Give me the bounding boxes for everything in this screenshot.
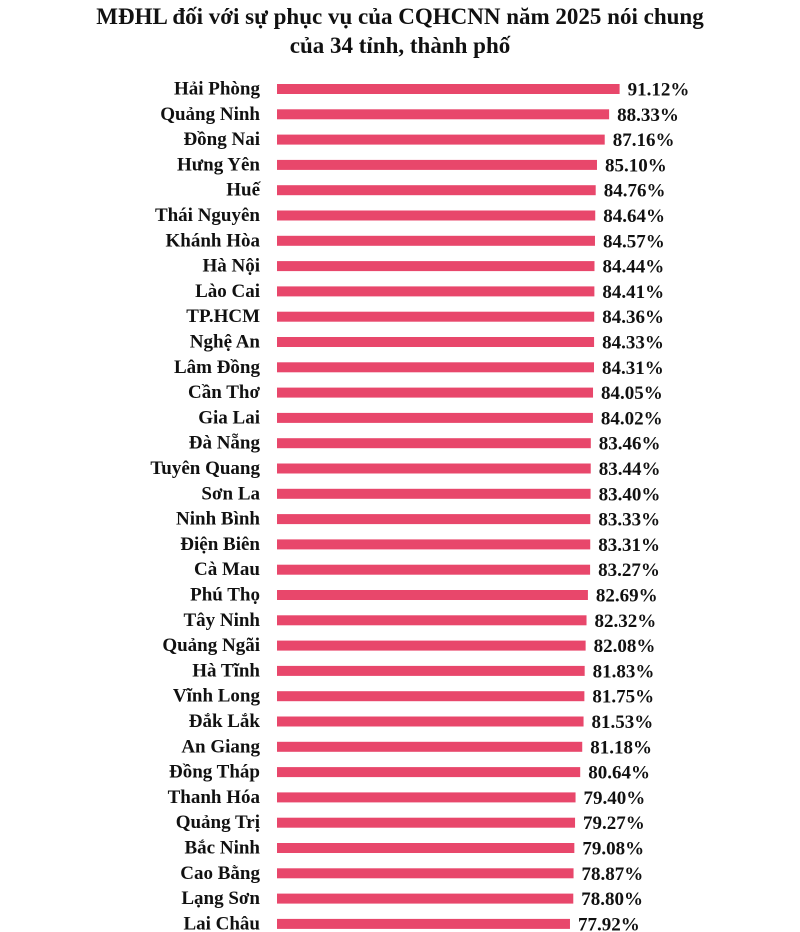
- category-label: Đồng Tháp: [168, 761, 260, 783]
- value-label: 79.08%: [582, 838, 645, 860]
- bar: [277, 236, 595, 246]
- value-label: 84.33%: [602, 332, 664, 354]
- value-label: 81.53%: [591, 712, 654, 733]
- value-label: 85.10%: [604, 155, 667, 177]
- bar: [277, 615, 587, 625]
- bar: [277, 514, 590, 524]
- bar: [277, 464, 591, 474]
- bar: [277, 767, 580, 777]
- value-label: 84.36%: [602, 307, 664, 329]
- value-label: 84.02%: [600, 408, 663, 430]
- bar: [277, 109, 609, 119]
- category-label: Cần Thơ: [188, 382, 260, 404]
- category-label: Lai Châu: [183, 913, 260, 932]
- value-label: 84.44%: [602, 256, 665, 278]
- value-label: 84.76%: [603, 180, 666, 202]
- value-label: 91.12%: [627, 79, 690, 101]
- bar: [277, 312, 594, 322]
- value-label: 84.64%: [603, 206, 665, 227]
- bar: [277, 818, 575, 828]
- bar: [277, 438, 591, 448]
- bar: [277, 717, 584, 727]
- value-label: 81.83%: [592, 661, 655, 683]
- bar: [277, 286, 594, 296]
- category-label: Quảng Ninh: [160, 103, 260, 125]
- category-label: Tây Ninh: [183, 609, 260, 631]
- bar: [277, 84, 620, 94]
- category-label: Lào Cai: [195, 280, 260, 302]
- value-label: 84.31%: [602, 357, 664, 379]
- value-label: 83.27%: [598, 560, 660, 582]
- bar: [277, 742, 582, 752]
- bar: [277, 843, 574, 853]
- value-label: 84.41%: [602, 281, 665, 303]
- category-label: TP.HCM: [186, 306, 260, 328]
- category-label: Ninh Bình: [176, 508, 260, 530]
- bar: [277, 868, 574, 878]
- category-label: Hải Phòng: [173, 78, 260, 100]
- value-label: 81.75%: [592, 686, 655, 708]
- value-label: 78.87%: [581, 863, 644, 885]
- value-label: 82.69%: [595, 585, 658, 607]
- category-label: Thái Nguyên: [154, 205, 260, 226]
- value-label: 81.18%: [590, 737, 652, 759]
- bar: [277, 792, 576, 802]
- bar: [277, 691, 584, 701]
- value-label: 83.44%: [598, 459, 661, 480]
- value-label: 88.33%: [617, 104, 679, 126]
- value-label: 79.27%: [583, 813, 645, 835]
- value-label: 82.32%: [594, 610, 657, 632]
- value-label: 77.92%: [577, 914, 640, 932]
- value-label: 78.80%: [581, 889, 644, 911]
- category-label: Bắc Ninh: [184, 837, 260, 859]
- chart-title-line-2: của 34 tỉnh, thành phố: [289, 33, 511, 58]
- category-label: Cao Bằng: [180, 862, 260, 884]
- category-label: Cà Mau: [194, 559, 260, 581]
- value-label: 83.46%: [598, 433, 661, 455]
- category-label: Quảng Ngãi: [162, 635, 260, 657]
- value-label: 83.40%: [598, 484, 661, 506]
- category-label: Gia Lai: [198, 407, 260, 429]
- category-label: Hưng Yên: [176, 154, 260, 176]
- bar: [277, 489, 591, 499]
- bar: [277, 362, 594, 372]
- value-label: 83.33%: [598, 509, 661, 531]
- category-label: Đắk Lắk: [188, 711, 260, 732]
- bar: [277, 539, 590, 549]
- chart-title-line-1: MĐHL đối với sự phục vụ của CQHCNN năm 2025 nói chung: [96, 4, 704, 29]
- bar: [277, 666, 585, 676]
- value-label: 80.64%: [588, 762, 650, 784]
- category-label: Huế: [226, 179, 260, 201]
- value-label: 84.57%: [602, 231, 665, 253]
- value-label: 83.31%: [598, 534, 660, 556]
- category-label: Hà Nội: [202, 255, 260, 277]
- bar: [277, 565, 590, 575]
- category-label: Hà Tĩnh: [192, 660, 260, 682]
- value-label: 79.40%: [583, 787, 646, 809]
- bar: [277, 185, 596, 195]
- category-label: Đồng Nai: [183, 129, 260, 151]
- category-label: Sơn La: [201, 483, 260, 505]
- bar: [277, 388, 593, 398]
- category-label: Thanh Hóa: [167, 786, 260, 808]
- value-label: 87.16%: [612, 130, 675, 152]
- category-label: Phú Thọ: [190, 584, 260, 606]
- bar: [277, 641, 586, 651]
- bar: [277, 261, 594, 271]
- bar: [277, 919, 570, 929]
- category-label: An Giang: [181, 736, 260, 758]
- category-label: Điện Biên: [180, 533, 260, 555]
- value-label: 84.05%: [601, 383, 663, 405]
- category-label: Lâm Đồng: [173, 356, 260, 378]
- category-label: Quảng Trị: [175, 812, 260, 834]
- category-label: Vĩnh Long: [172, 685, 260, 707]
- chart-title: [0, 2, 800, 60]
- bar: [277, 211, 595, 221]
- bar: [277, 894, 573, 904]
- category-label: Lạng Sơn: [181, 888, 260, 910]
- category-label: Tuyên Quang: [150, 458, 260, 479]
- bar: [277, 337, 594, 347]
- bar: [277, 590, 588, 600]
- bar: [277, 135, 605, 145]
- bar: [277, 413, 593, 423]
- category-label: Khánh Hòa: [165, 230, 260, 252]
- bar: [277, 160, 597, 170]
- category-label: Nghệ An: [189, 331, 260, 353]
- value-label: 82.08%: [593, 636, 656, 658]
- category-label: Đà Nẵng: [188, 432, 260, 454]
